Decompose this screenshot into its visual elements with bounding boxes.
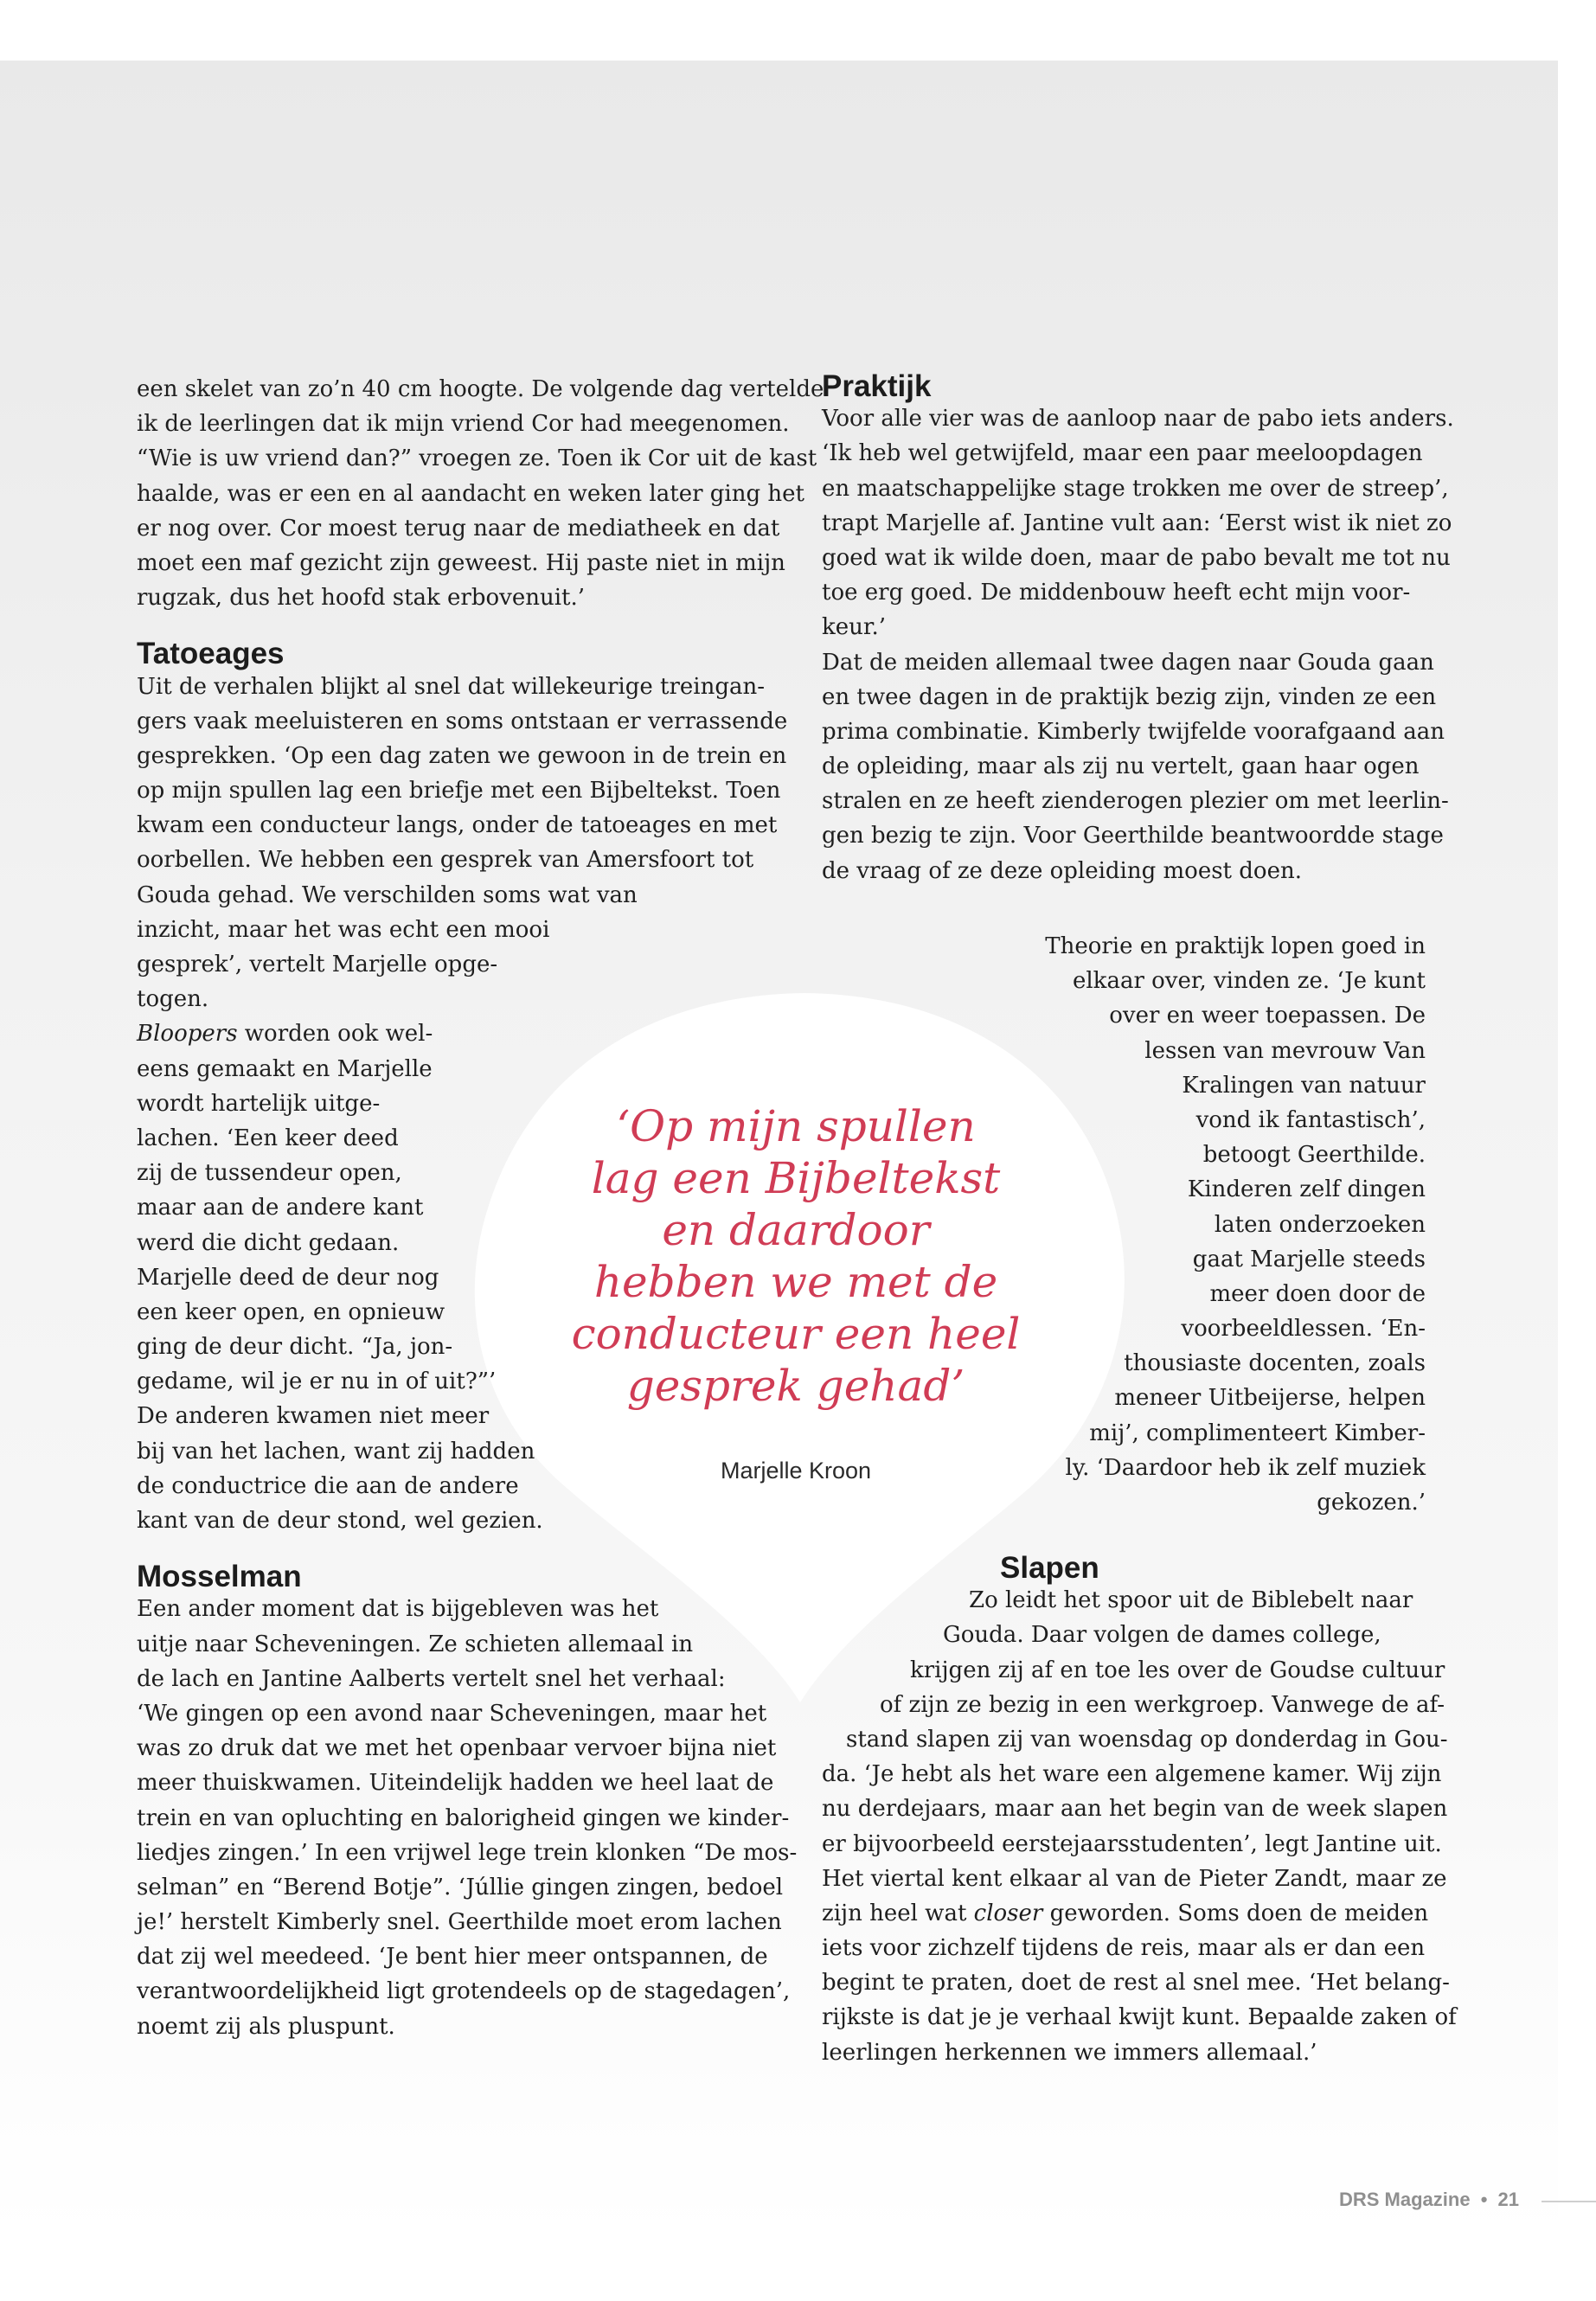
italic-word: closer bbox=[973, 1900, 1043, 1926]
text-line: verantwoordelijkheid ligt grotendeels op de stagedagen’, bbox=[137, 1978, 791, 2005]
pull-quote bbox=[554, 1100, 1038, 1412]
text-line: de lach en Jantine Aalberts vertelt snel het verhaal: bbox=[137, 1665, 726, 1692]
text-line: ‘We gingen op een avond naar Scheveningen, maar het bbox=[137, 1700, 767, 1727]
text-line: thousiaste docenten, zoals bbox=[1124, 1350, 1426, 1377]
italic-word: Bloopers bbox=[137, 1021, 238, 1048]
footer-rule bbox=[1542, 2201, 1596, 2202]
text-line: voorbeeldlessen. ‘En- bbox=[1181, 1316, 1426, 1343]
text-line: gers vaak meeluisteren en soms ontstaan er verrassende bbox=[137, 708, 788, 734]
page-number: 21 bbox=[1497, 2189, 1520, 2210]
text-line: een keer open, en opnieuw bbox=[137, 1298, 445, 1325]
pull-quote-line: en daardoor bbox=[662, 1205, 930, 1255]
text-line: gekozen.’ bbox=[1317, 1490, 1426, 1516]
text-line: ik de leerlingen dat ik mijn vriend Cor had meegenomen. bbox=[137, 411, 790, 438]
text-line: Theorie en praktijk lopen goed in bbox=[1045, 933, 1426, 959]
text-line: op mijn spullen lag een briefje met een Bijbeltekst. Toen bbox=[137, 778, 781, 804]
text-line: togen. bbox=[137, 986, 209, 1013]
text-line: betoogt Geerthilde. bbox=[1202, 1142, 1426, 1169]
text-line: zijn heel wat closer geworden. Soms doen de meiden bbox=[822, 1900, 1429, 1926]
text-line: lachen. ‘Een keer deed bbox=[137, 1125, 399, 1151]
footer-separator: • bbox=[1480, 2189, 1488, 2210]
text-line: Gouda gehad. We verschilden soms wat van bbox=[137, 881, 638, 908]
section-heading-slapen: Slapen bbox=[1000, 1551, 1099, 1585]
text-line: maar aan de andere kant bbox=[137, 1195, 424, 1221]
text-line: en maatschappelijke stage trokken me over de streep’, bbox=[822, 475, 1449, 502]
text-line: wordt hartelijk uitge- bbox=[137, 1090, 381, 1117]
text-line: kant van de deur stond, wel gezien. bbox=[137, 1508, 543, 1534]
text-line: haalde, was er een en al aandacht en weken later ging het bbox=[137, 480, 804, 507]
text-line: begint te praten, doet de rest al snel mee. ‘Het belang- bbox=[822, 1970, 1450, 1997]
text-line: meer doen door de bbox=[1209, 1280, 1426, 1307]
text-line: ‘Ik heb wel getwijfeld, maar een paar meeloopdagen bbox=[822, 440, 1423, 467]
right-column-slapen bbox=[779, 1548, 1457, 2070]
text-line: werd die dicht gedaan. bbox=[137, 1229, 400, 1256]
text-line: trein en van opluchting en balorigheid gingen we kinder- bbox=[137, 1804, 790, 1831]
text-line: de vraag of ze deze opleiding moest doen. bbox=[822, 857, 1302, 884]
pull-quote-line: conducteur een heel bbox=[571, 1309, 1021, 1359]
pull-quote-line: hebben we met de bbox=[593, 1257, 998, 1307]
text-line: meer thuiskwamen. Uiteindelijk hadden we heel laat de bbox=[137, 1770, 774, 1797]
text-line: ging de deur dicht. “Ja, jon- bbox=[137, 1334, 453, 1361]
text-line: ly. ‘Daardoor heb ik zelf muziek bbox=[1065, 1454, 1426, 1481]
text-line: selman” en “Berend Botje”. ‘Júllie gingen zingen, bedoel bbox=[137, 1874, 784, 1900]
text-line: bij van het lachen, want zij hadden bbox=[137, 1438, 535, 1465]
section-heading-mosselman: Mosselman bbox=[137, 1560, 302, 1594]
text-line: Dat de meiden allemaal twee dagen naar Gouda gaan bbox=[822, 649, 1434, 676]
text-line: iets voor zichzelf tijdens de reis, maar als er dan een bbox=[822, 1935, 1426, 1962]
magazine-name: DRS Magazine bbox=[1339, 2189, 1471, 2210]
text-line: inzicht, maar het was echt een mooi bbox=[137, 916, 550, 943]
text-line: er nog over. Cor moest terug naar de mediatheek en dat bbox=[137, 515, 780, 542]
text-line: de opleiding, maar als zij nu vertelt, gaan haar ogen bbox=[822, 753, 1420, 780]
text-line: nu derdejaars, maar aan het begin van de week slapen bbox=[822, 1796, 1448, 1823]
text-line: liedjes zingen.’ In een vrijwel lege trein klonken “De mos- bbox=[137, 1839, 798, 1866]
pull-quote-author: Marjelle Kroon bbox=[720, 1458, 872, 1484]
text-line: gen bezig te zijn. Voor Geerthilde beantwoordde stage bbox=[822, 823, 1444, 849]
text-line: Uit de verhalen blijkt al snel dat willekeurige treingan- bbox=[137, 673, 766, 700]
text-line: kwam een conducteur langs, onder de tatoeages en met bbox=[137, 812, 778, 839]
text-line: stand slapen zij van woensdag op donderdag in Gou- bbox=[846, 1726, 1448, 1753]
pull-quote-line: ‘Op mijn spullen bbox=[616, 1101, 976, 1151]
text-line: keur.’ bbox=[822, 614, 886, 641]
text-line: je!’ herstelt Kimberly snel. Geerthilde moet erom lachen bbox=[137, 1909, 782, 1936]
mosselman-section bbox=[137, 1557, 824, 2044]
text-line: elkaar over, vinden ze. ‘Je kunt bbox=[1072, 968, 1426, 995]
text-line: mij’, complimenteert Kimber- bbox=[1089, 1420, 1426, 1446]
text-line: zij de tussendeur open, bbox=[137, 1160, 402, 1187]
text-line: leerlingen herkennen we immers allemaal.’ bbox=[822, 2039, 1317, 2066]
section-heading-tatoeages: Tatoeages bbox=[137, 637, 285, 671]
text-line: Kralingen van natuur bbox=[1182, 1072, 1426, 1099]
text-line: laten onderzoeken bbox=[1214, 1211, 1426, 1238]
text-line: gaat Marjelle steeds bbox=[1192, 1246, 1426, 1272]
right-column-praktijk bbox=[822, 367, 1454, 888]
text-line: er bijvoorbeeld eerstejaarsstudenten’, legt Jantine uit. bbox=[822, 1830, 1442, 1857]
text-line: en twee dagen in de praktijk bezig zijn, vinden ze een bbox=[822, 683, 1437, 710]
text-line: toe erg goed. De middenbouw heeft echt mijn voor- bbox=[822, 580, 1411, 606]
text-line: moet een maf gezicht zijn geweest. Hij paste niet in mijn bbox=[137, 549, 785, 576]
intro-paragraph bbox=[137, 372, 824, 615]
text-line: eens gemaakt en Marjelle bbox=[137, 1055, 433, 1082]
text-line: oorbellen. We hebben een gesprek van Amersfoort tot bbox=[137, 847, 754, 874]
text-line: meneer Uitbeijerse, helpen bbox=[1114, 1385, 1426, 1412]
text-line: rijkste is dat je je verhaal kwijt kunt. Bepaalde zaken of bbox=[822, 2004, 1457, 2031]
text-line: trapt Marjelle af. Jantine vult aan: ‘Eerst wist ik niet zo bbox=[822, 510, 1452, 536]
text-line: dat zij wel meedeed. ‘Je bent hier meer ontspannen, de bbox=[137, 1944, 768, 1971]
text-line: Kinderen zelf dingen bbox=[1187, 1176, 1426, 1203]
pull-quote-line: gesprek gehad’ bbox=[626, 1361, 965, 1411]
text-line: Zo leidt het spoor uit de Biblebelt naar bbox=[969, 1587, 1413, 1614]
text-line: een skelet van zo’n 40 cm hoogte. De volgende dag vertelde bbox=[137, 376, 824, 402]
text-line: noemt zij als pluspunt. bbox=[137, 2013, 395, 2040]
text-line: uitje naar Scheveningen. Ze schieten allemaal in bbox=[137, 1631, 694, 1657]
text-line: Een ander moment dat is bijgebleven was het bbox=[137, 1596, 659, 1623]
text-line: over en weer toepassen. De bbox=[1109, 1003, 1426, 1029]
page-footer bbox=[1339, 2189, 1519, 2211]
text-line: was zo druk dat we met het openbaar vervoer bijna niet bbox=[137, 1735, 777, 1762]
text-line: gesprekken. ‘Op een dag zaten we gewoon in de trein en bbox=[137, 742, 787, 769]
text-line: goed wat ik wilde doen, maar de pabo bevalt me tot nu bbox=[822, 544, 1451, 571]
text-line: de conductrice die aan de andere bbox=[137, 1472, 519, 1499]
text-line: Voor alle vier was de aanloop naar de pabo iets anders. bbox=[822, 406, 1454, 433]
text-line: prima combinatie. Kimberly twijfelde voorafgaand aan bbox=[822, 718, 1445, 745]
text-line: of zijn ze bezig in een werkgroep. Vanwege de af- bbox=[880, 1691, 1445, 1718]
text-line: “Wie is uw vriend dan?” vroegen ze. Toen ik Cor uit de kast bbox=[137, 445, 817, 472]
text-line: krijgen zij af en toe les over de Goudse cultuur bbox=[910, 1657, 1445, 1683]
text-line: da. ‘Je hebt als het ware een algemene kamer. Wij zijn bbox=[822, 1761, 1442, 1788]
text-line: Het viertal kent elkaar al van de Pieter Zandt, maar ze bbox=[822, 1865, 1447, 1892]
pull-quote-line: lag een Bijbeltekst bbox=[591, 1153, 1001, 1203]
text-line: stralen en ze heeft zienderogen plezier om met leerlin- bbox=[822, 788, 1449, 815]
text-line: Bloopers worden ook wel- bbox=[137, 1021, 433, 1048]
section-heading-praktijk: Praktijk bbox=[822, 369, 932, 403]
text-line: gedame, wil je er nu in of uit?”’ bbox=[137, 1368, 497, 1395]
text-line: Marjelle deed de deur nog bbox=[137, 1264, 439, 1291]
text-line: lessen van mevrouw Van bbox=[1144, 1037, 1426, 1064]
text-line: rugzak, dus het hoofd stak erbovenuit.’ bbox=[137, 585, 586, 612]
text-line: De anderen kwamen niet meer bbox=[137, 1403, 490, 1430]
text-line: gesprek’, vertelt Marjelle opge- bbox=[137, 952, 498, 977]
text-line: vond ik fantastisch’, bbox=[1195, 1106, 1426, 1133]
text-line: Gouda. Daar volgen de dames college, bbox=[943, 1622, 1381, 1649]
